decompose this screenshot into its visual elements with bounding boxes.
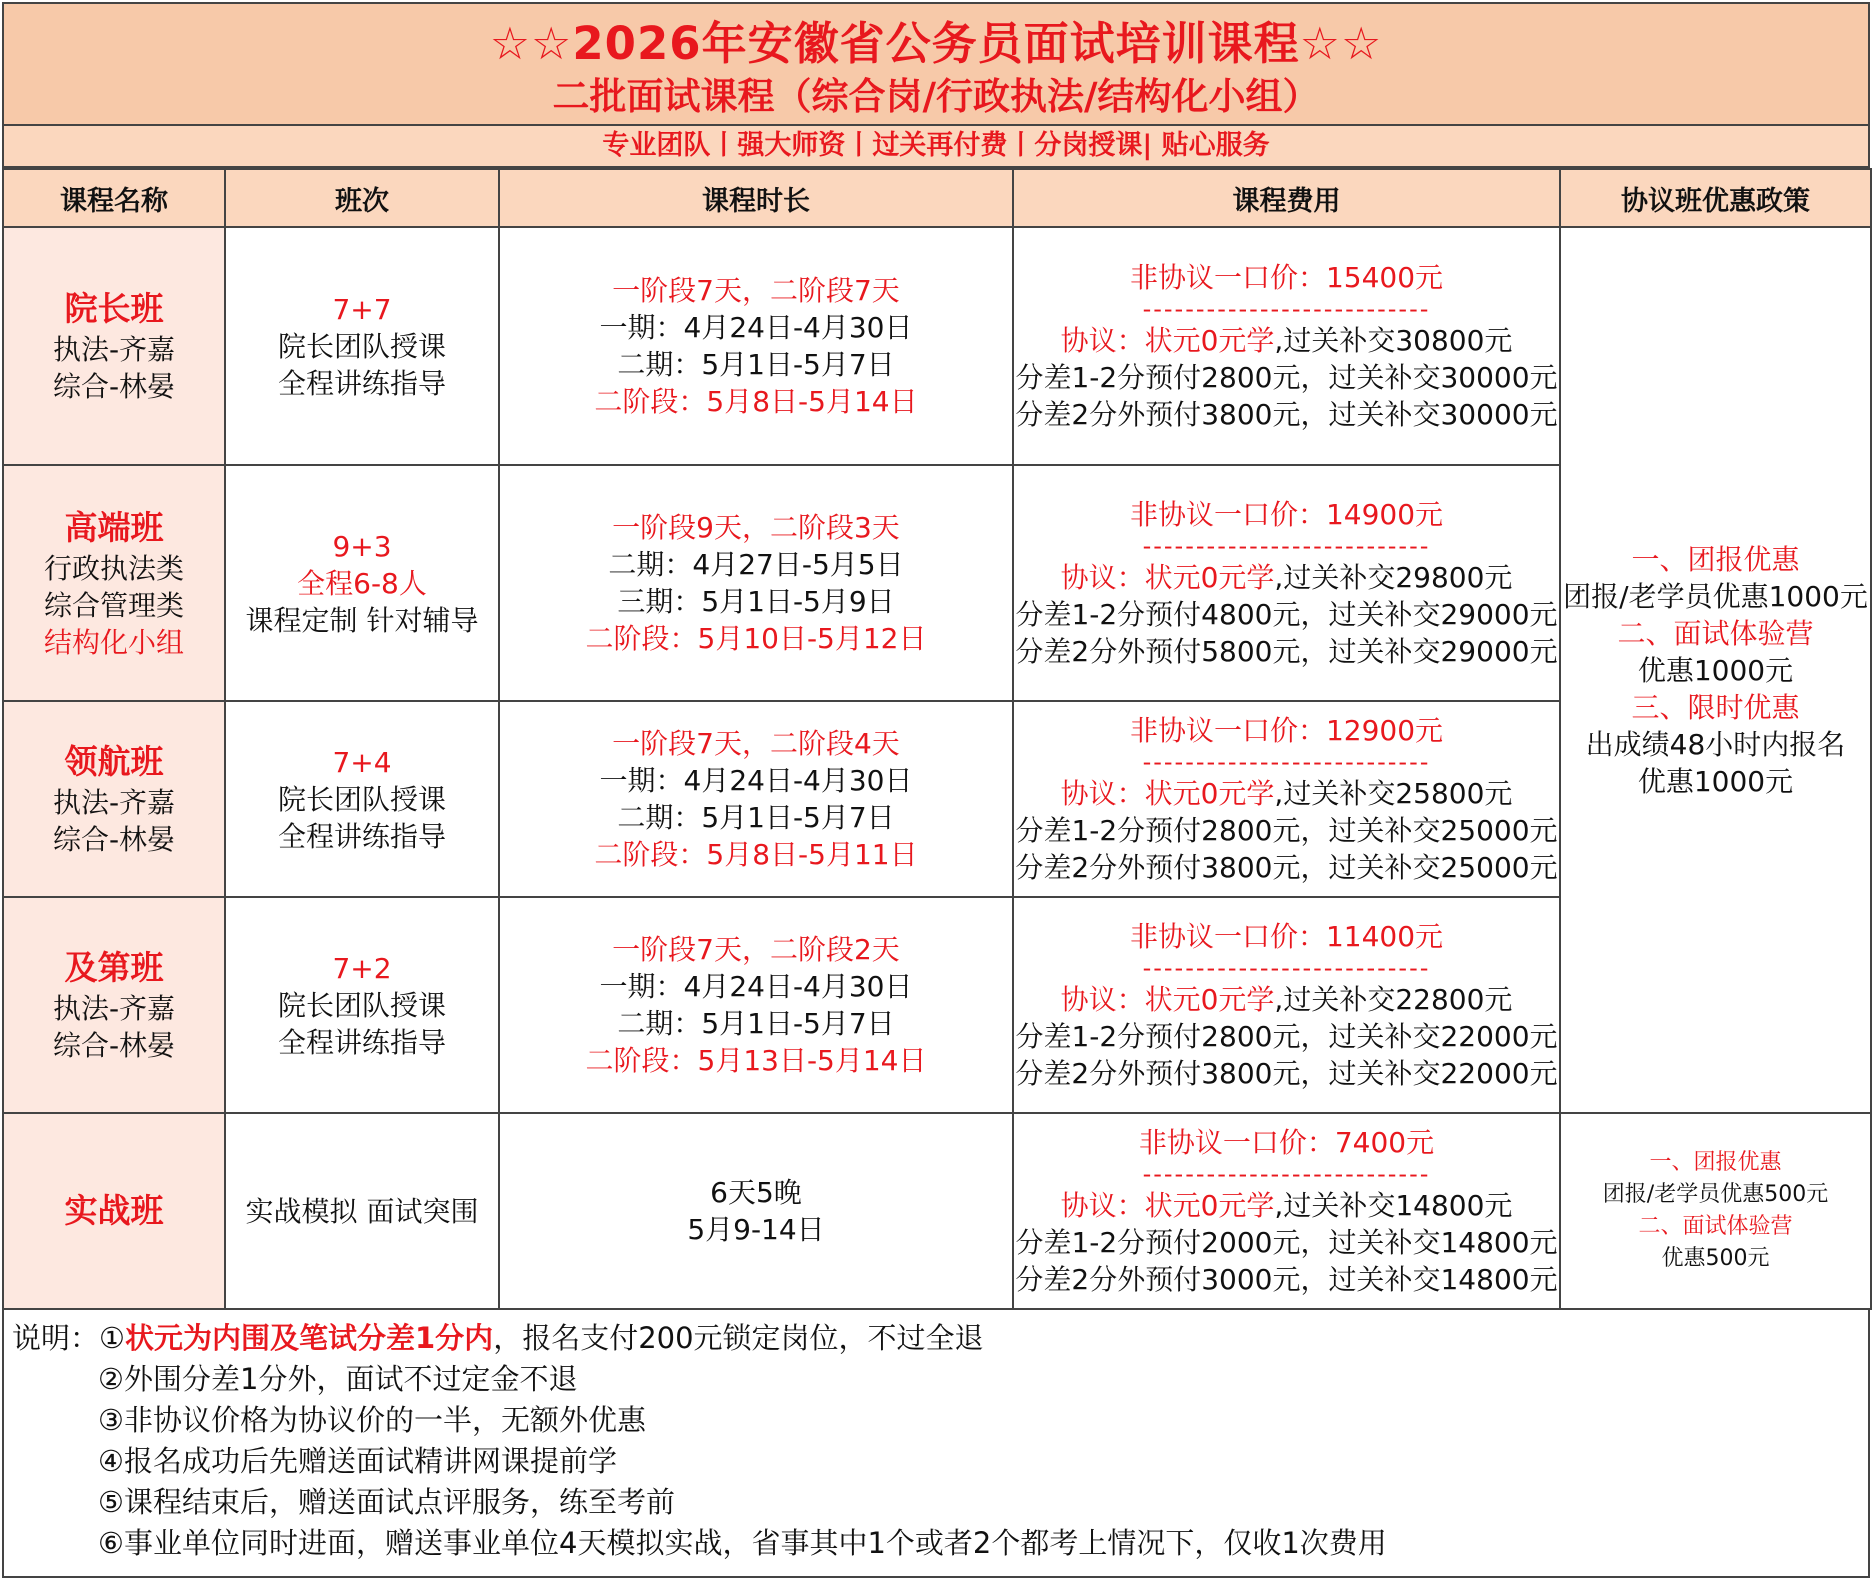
fee-nonagree: 非协议一口价：12900元 — [1129, 714, 1444, 747]
category-line: 综合管理类 — [43, 588, 184, 622]
course-name: 领航班 — [64, 742, 164, 781]
policy-line: 优惠1000元 — [1637, 764, 1794, 798]
fee-cell — [1013, 465, 1560, 701]
note-3: ③非协议价格为协议价的一半，无额外优惠 — [98, 1403, 646, 1437]
duration-line: 二期：5月1日-5月7日 — [617, 348, 895, 381]
course-name: 实战班 — [64, 1191, 164, 1230]
fee-agree-label: 协议：状元0元学 — [1060, 1189, 1275, 1222]
duration-summary: 一阶段7天，二阶段7天 — [612, 274, 900, 307]
duration-stage2: 二阶段：5月8日-5月14日 — [594, 385, 918, 418]
fee-agree — [1014, 775, 1559, 812]
policy-heading: 一、团报优惠 — [1631, 542, 1800, 576]
policy-cell-small — [1560, 1113, 1871, 1309]
policy-heading: 一、团报优惠 — [1649, 1150, 1782, 1175]
fee-line: 分差1-2分预付2800元，过关补交22000元 — [1015, 1020, 1558, 1053]
session-line: 全程讲练指导 — [277, 366, 446, 400]
fee-agree-label: 协议：状元0元学 — [1060, 561, 1275, 594]
duration-summary: 一阶段7天，二阶段2天 — [612, 933, 900, 966]
dash-divider: --------------------------- — [1142, 533, 1431, 559]
policy-line: 团报/老学员优惠1000元 — [1563, 579, 1868, 613]
col-header-fee: 课程费用 — [1013, 169, 1560, 227]
table-row — [3, 1113, 1871, 1309]
duration-cell — [499, 227, 1013, 465]
fee-agree — [1014, 981, 1559, 1018]
duration-summary: 一阶段9天，二阶段3天 — [612, 511, 900, 544]
table-row — [3, 227, 1871, 465]
page-title: ☆☆2026年安徽省公务员面试培训课程☆☆ — [489, 17, 1383, 70]
dash-divider: --------------------------- — [1142, 955, 1431, 981]
note-prefix: 说明：① — [12, 1321, 125, 1355]
session-line: 院长团队授课 — [277, 329, 446, 363]
session-cell — [225, 227, 499, 465]
fee-line: 分差2分外预付5800元，过关补交29000元 — [1015, 635, 1558, 668]
fee-line: 分差2分外预付3800元，过关补交25000元 — [1015, 851, 1558, 884]
teacher-line: 执法-齐嘉 — [52, 333, 176, 366]
session-line: 全程6-8人 — [297, 566, 427, 600]
policy-heading: 三、限时优惠 — [1631, 690, 1800, 724]
col-header-session: 班次 — [225, 169, 499, 227]
duration-stage2: 二阶段：5月10日-5月12日 — [585, 622, 927, 655]
duration-line: 二期：5月1日-5月7日 — [617, 1007, 895, 1040]
teacher-line: 综合-林晏 — [52, 823, 176, 856]
session-line: 全程讲练指导 — [277, 819, 446, 853]
course-name-cell — [3, 1113, 225, 1309]
policy-line: 出成绩48小时内报名 — [1585, 727, 1846, 761]
duration-stage2: 二阶段：5月8日-5月11日 — [594, 838, 918, 871]
note-2: ②外围分差1分外，面试不过定金不退 — [98, 1362, 578, 1396]
duration-line: 5月9-14日 — [687, 1213, 825, 1246]
session-line: 实战模拟 面试突围 — [245, 1194, 479, 1228]
fee-cell — [1013, 227, 1560, 465]
table-header-row — [3, 169, 1871, 227]
col-header-name: 课程名称 — [3, 169, 225, 227]
category-line: 行政执法类 — [43, 551, 184, 585]
course-name: 高端班 — [64, 507, 164, 547]
fee-cell — [1013, 701, 1560, 897]
note-1-rest: ，报名支付200元锁定岗位，不过全退 — [493, 1321, 984, 1355]
duration-line: 三期：5月1日-5月9日 — [617, 585, 895, 618]
dash-divider: --------------------------- — [1142, 296, 1431, 322]
session-days: 7+4 — [332, 745, 392, 779]
duration-line: 一期：4月24日-4月30日 — [599, 311, 913, 344]
duration-line: 一期：4月24日-4月30日 — [599, 764, 913, 797]
fee-line: 分差1-2分预付2800元，过关补交25000元 — [1015, 814, 1558, 847]
policy-cell — [1560, 227, 1871, 1113]
teacher-line: 综合-林晏 — [52, 1029, 176, 1062]
fee-line: 分差1-2分预付2000元，过关补交14800元 — [1015, 1226, 1558, 1259]
course-table — [2, 168, 1872, 1310]
fee-agree — [1014, 1187, 1559, 1224]
duration-line: 一期：4月24日-4月30日 — [599, 970, 913, 1003]
teacher-line: 综合-林晏 — [52, 370, 176, 403]
fee-agree-rest: ,过关补交22800元 — [1274, 983, 1513, 1016]
fee-line: 分差2分外预付3800元，过关补交22000元 — [1015, 1057, 1558, 1090]
duration-line: 二期：5月1日-5月7日 — [617, 801, 895, 834]
fee-agree — [1014, 559, 1559, 596]
fee-agree-label: 协议：状元0元学 — [1060, 324, 1275, 357]
fee-agree-rest: ,过关补交25800元 — [1274, 777, 1513, 810]
session-days: 7+2 — [332, 951, 392, 985]
duration-stage2: 二阶段：5月13日-5月14日 — [585, 1044, 927, 1077]
duration-cell — [499, 465, 1013, 701]
duration-summary: 一阶段7天，二阶段4天 — [612, 727, 900, 760]
duration-cell — [499, 897, 1013, 1113]
session-days: 7+7 — [332, 292, 392, 326]
fee-agree-label: 协议：状元0元学 — [1060, 983, 1275, 1016]
fee-agree — [1014, 322, 1559, 359]
slogan-bar: 专业团队丨强大师资丨过关再付费丨分岗授课| 贴心服务 — [2, 126, 1870, 168]
session-line: 课程定制 针对辅导 — [245, 603, 479, 637]
course-name: 及第班 — [64, 948, 164, 987]
fee-agree-rest: ,过关补交29800元 — [1274, 561, 1513, 594]
course-name-cell — [3, 465, 225, 701]
fee-agree-rest: ,过关补交14800元 — [1274, 1189, 1513, 1222]
note-1 — [12, 1318, 1868, 1359]
fee-nonagree: 非协议一口价：14900元 — [1129, 498, 1444, 531]
note-4: ④报名成功后先赠送面试精讲网课提前学 — [98, 1444, 617, 1478]
fee-line: 分差2分外预付3000元，过关补交14800元 — [1015, 1263, 1558, 1296]
note-5: ⑤课程结束后，赠送面试点评服务，练至考前 — [98, 1485, 675, 1519]
duration-cell — [499, 1113, 1013, 1309]
session-line: 院长团队授课 — [277, 988, 446, 1022]
dash-divider: --------------------------- — [1142, 749, 1431, 775]
course-name-cell — [3, 897, 225, 1113]
header-banner — [2, 2, 1870, 126]
session-line: 院长团队授课 — [277, 782, 446, 816]
category-line: 结构化小组 — [43, 625, 184, 659]
fee-line: 分差1-2分预付4800元，过关补交29000元 — [1015, 598, 1558, 631]
duration-line: 二期：4月27日-5月5日 — [608, 548, 904, 581]
fee-nonagree: 非协议一口价：7400元 — [1138, 1126, 1435, 1159]
session-cell — [225, 701, 499, 897]
fee-agree-label: 协议：状元0元学 — [1060, 777, 1275, 810]
page-subtitle: 二批面试课程（综合岗/行政执法/结构化小组） — [552, 75, 1320, 118]
policy-heading: 二、面试体验营 — [1617, 616, 1814, 650]
session-days: 9+3 — [332, 529, 392, 563]
policy-line: 优惠1000元 — [1637, 653, 1794, 687]
col-header-policy: 协议班优惠政策 — [1560, 169, 1871, 227]
course-name-cell — [3, 227, 225, 465]
duration-cell — [499, 701, 1013, 897]
teacher-line: 执法-齐嘉 — [52, 786, 176, 819]
session-cell — [225, 465, 499, 701]
session-line: 全程讲练指导 — [277, 1025, 446, 1059]
duration-line: 6天5晚 — [710, 1176, 802, 1209]
note-6: ⑥事业单位同时进面，赠送事业单位4天模拟实战，省事其中1个或者2个都考上情况下，仅收1次费用 — [98, 1526, 1387, 1560]
fee-nonagree: 非协议一口价：11400元 — [1129, 920, 1444, 953]
fee-cell — [1013, 897, 1560, 1113]
course-name: 院长班 — [64, 289, 164, 328]
dash-divider: --------------------------- — [1142, 1161, 1431, 1187]
teacher-line: 执法-齐嘉 — [52, 992, 176, 1025]
notes-section — [2, 1310, 1870, 1578]
fee-line: 分差1-2分预付2800元，过关补交30000元 — [1015, 361, 1558, 394]
policy-line: 优惠500元 — [1661, 1246, 1770, 1271]
fee-agree-rest: ,过关补交30800元 — [1274, 324, 1513, 357]
course-name-cell — [3, 701, 225, 897]
policy-heading: 二、面试体验营 — [1638, 1214, 1793, 1239]
fee-cell — [1013, 1113, 1560, 1309]
note-1-highlight: 状元为内围及笔试分差1分内 — [125, 1321, 494, 1355]
fee-line: 分差2分外预付3800元，过关补交30000元 — [1015, 398, 1558, 431]
fee-nonagree: 非协议一口价：15400元 — [1129, 261, 1444, 294]
policy-line: 团报/老学员优惠500元 — [1602, 1182, 1829, 1207]
session-cell — [225, 1113, 499, 1309]
col-header-duration: 课程时长 — [499, 169, 1013, 227]
session-cell — [225, 897, 499, 1113]
